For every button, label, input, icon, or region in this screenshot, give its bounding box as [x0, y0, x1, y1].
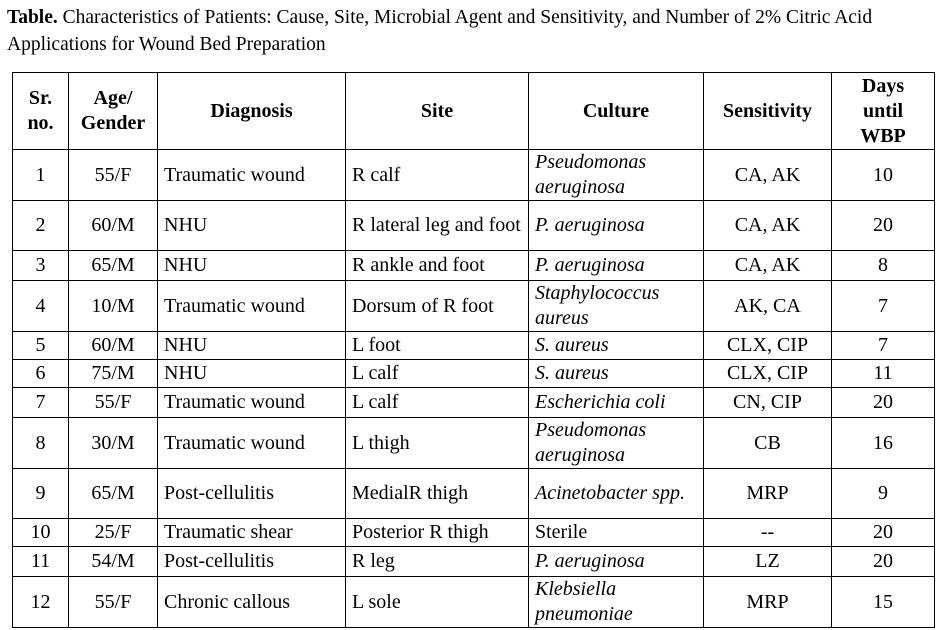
cell-culture: S. aureus: [529, 332, 704, 360]
patient-characteristics-table: [12, 72, 935, 628]
caption-text: Characteristics of Patients: Cause, Site, Microbial Agent and Sensitivity, and Number of 2% Citric Acid Applications for Wound Bed Preparation: [7, 7, 873, 55]
cell-diagnosis: Traumatic wound: [158, 150, 346, 201]
cell-site: Dorsum of R foot: [346, 281, 529, 332]
cell-sensitivity: --: [704, 519, 832, 547]
cell-days-until-wbp: 8: [832, 251, 935, 281]
cell-days-until-wbp: 16: [832, 418, 935, 469]
cell-diagnosis: Chronic callous: [158, 577, 346, 628]
table-row: [13, 388, 935, 418]
cell-culture: P. aeruginosa: [529, 547, 704, 577]
table-row: [13, 577, 935, 628]
cell-age-gender: 54/M: [69, 547, 158, 577]
cell-site: R lateral leg and foot: [346, 201, 529, 251]
cell-sensitivity: CB: [704, 418, 832, 469]
cell-age-gender: 55/F: [69, 577, 158, 628]
cell-site: L sole: [346, 577, 529, 628]
cell-days-until-wbp: 10: [832, 150, 935, 201]
cell-age-gender: 65/M: [69, 251, 158, 281]
cell-site: Posterior R thigh: [346, 519, 529, 547]
cell-sr-no: 10: [13, 519, 69, 547]
cell-sensitivity: AK, CA: [704, 281, 832, 332]
cell-sensitivity: CA, AK: [704, 201, 832, 251]
cell-sensitivity: LZ: [704, 547, 832, 577]
header-culture: Culture: [529, 73, 704, 150]
table-row: [13, 360, 935, 388]
cell-days-until-wbp: 7: [832, 281, 935, 332]
cell-sr-no: 12: [13, 577, 69, 628]
cell-sr-no: 6: [13, 360, 69, 388]
cell-sensitivity: CA, AK: [704, 150, 832, 201]
cell-diagnosis: Post-cellulitis: [158, 547, 346, 577]
cell-age-gender: 60/M: [69, 201, 158, 251]
table-header-row: [13, 73, 935, 150]
cell-age-gender: 65/M: [69, 469, 158, 519]
cell-culture: Escherichia coli: [529, 388, 704, 418]
cell-sr-no: 7: [13, 388, 69, 418]
header-site: Site: [346, 73, 529, 150]
cell-site: L thigh: [346, 418, 529, 469]
table-row: [13, 251, 935, 281]
table-row: [13, 332, 935, 360]
cell-site: MedialR thigh: [346, 469, 529, 519]
cell-days-until-wbp: 9: [832, 469, 935, 519]
cell-site: R leg: [346, 547, 529, 577]
cell-culture: P. aeruginosa: [529, 251, 704, 281]
table-row: [13, 201, 935, 251]
cell-diagnosis: NHU: [158, 251, 346, 281]
cell-diagnosis: Traumatic wound: [158, 388, 346, 418]
table-row: [13, 469, 935, 519]
cell-site: L foot: [346, 332, 529, 360]
cell-days-until-wbp: 11: [832, 360, 935, 388]
cell-site: L calf: [346, 360, 529, 388]
cell-age-gender: 55/F: [69, 150, 158, 201]
cell-days-until-wbp: 20: [832, 519, 935, 547]
cell-sr-no: 1: [13, 150, 69, 201]
cell-sensitivity: MRP: [704, 469, 832, 519]
cell-age-gender: 75/M: [69, 360, 158, 388]
cell-diagnosis: Traumatic wound: [158, 418, 346, 469]
header-days-until-wbp: Days until WBP: [832, 73, 935, 150]
cell-diagnosis: NHU: [158, 332, 346, 360]
cell-culture: Klebsiella pneumoniae: [529, 577, 704, 628]
cell-sensitivity: CA, AK: [704, 251, 832, 281]
cell-days-until-wbp: 20: [832, 201, 935, 251]
cell-sr-no: 9: [13, 469, 69, 519]
cell-diagnosis: NHU: [158, 360, 346, 388]
cell-sr-no: 5: [13, 332, 69, 360]
table-body: [13, 150, 935, 628]
table-row: [13, 418, 935, 469]
cell-sr-no: 11: [13, 547, 69, 577]
cell-age-gender: 25/F: [69, 519, 158, 547]
table-caption: [7, 4, 927, 58]
cell-days-until-wbp: 20: [832, 388, 935, 418]
cell-days-until-wbp: 7: [832, 332, 935, 360]
header-diagnosis: Diagnosis: [158, 73, 346, 150]
table-row: [13, 519, 935, 547]
cell-sr-no: 4: [13, 281, 69, 332]
cell-culture: Sterile: [529, 519, 704, 547]
cell-site: L calf: [346, 388, 529, 418]
cell-site: R ankle and foot: [346, 251, 529, 281]
cell-diagnosis: Traumatic shear: [158, 519, 346, 547]
cell-culture: Pseudomonas aeruginosa: [529, 418, 704, 469]
cell-age-gender: 30/M: [69, 418, 158, 469]
table-row: [13, 150, 935, 201]
table-row: [13, 281, 935, 332]
cell-days-until-wbp: 15: [832, 577, 935, 628]
cell-culture: Pseudomonas aeruginosa: [529, 150, 704, 201]
cell-diagnosis: NHU: [158, 201, 346, 251]
cell-sr-no: 2: [13, 201, 69, 251]
header-age-gender: Age/ Gender: [69, 73, 158, 150]
cell-age-gender: 60/M: [69, 332, 158, 360]
cell-diagnosis: Traumatic wound: [158, 281, 346, 332]
table-row: [13, 547, 935, 577]
cell-sr-no: 8: [13, 418, 69, 469]
cell-sensitivity: CLX, CIP: [704, 360, 832, 388]
cell-culture: S. aureus: [529, 360, 704, 388]
cell-culture: Staphylococcus aureus: [529, 281, 704, 332]
cell-culture: Acinetobacter spp.: [529, 469, 704, 519]
header-sr-no: Sr. no.: [13, 73, 69, 150]
cell-sensitivity: CN, CIP: [704, 388, 832, 418]
cell-site: R calf: [346, 150, 529, 201]
cell-sensitivity: MRP: [704, 577, 832, 628]
cell-age-gender: 10/M: [69, 281, 158, 332]
caption-lead: Table.: [7, 7, 58, 28]
cell-diagnosis: Post-cellulitis: [158, 469, 346, 519]
cell-days-until-wbp: 20: [832, 547, 935, 577]
cell-age-gender: 55/F: [69, 388, 158, 418]
cell-sensitivity: CLX, CIP: [704, 332, 832, 360]
header-sensitivity: Sensitivity: [704, 73, 832, 150]
cell-sr-no: 3: [13, 251, 69, 281]
cell-culture: P. aeruginosa: [529, 201, 704, 251]
